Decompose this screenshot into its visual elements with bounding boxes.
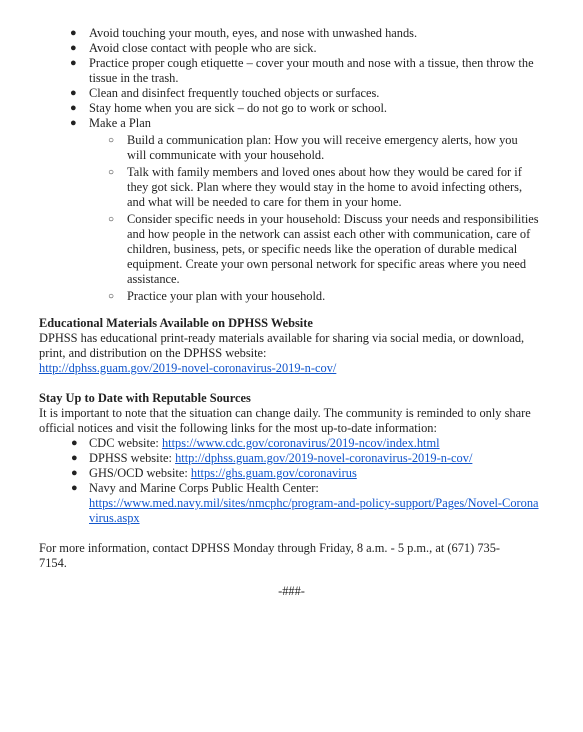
list-item-text: Clean and disinfect frequently touched objects or surfaces.: [89, 86, 380, 100]
list-item: [0, 466, 583, 481]
bullet-icon: ●: [71, 437, 78, 449]
circle-bullet-icon: ○: [108, 135, 115, 146]
bullet-icon: ●: [70, 42, 77, 54]
source-label: Navy and Marine Corps Public Health Center:: [89, 481, 319, 495]
sub-list-item-text: Build a communication plan: How you will receive emergency alerts, how you will communicate with your household.: [127, 133, 518, 162]
sub-list-item-text: Consider specific needs in your household: Discuss your needs and responsibilities and how people in the network can assist each other with communication, care of children, business, pets, or specific needs like the operation of durable medical equipment. Create your own personal network for specific areas where you need assistance.: [127, 212, 539, 286]
sources-list: [0, 436, 583, 526]
circle-bullet-icon: ○: [108, 167, 115, 178]
list-item-text: Avoid close contact with people who are sick.: [89, 41, 317, 55]
sub-list-item: [0, 212, 583, 287]
bullet-icon: ●: [70, 87, 77, 99]
list-item: [0, 436, 583, 451]
source-label: GHS/OCD website:: [89, 466, 191, 480]
sources-section: [39, 391, 549, 436]
list-item-text: Practice proper cough etiquette – cover your mouth and nose with a tissue, then throw the tissue in the trash.: [89, 56, 534, 85]
bullet-icon: ●: [70, 117, 77, 129]
list-item: [0, 56, 583, 86]
bullet-icon: ●: [71, 467, 78, 479]
edu-section: [39, 316, 544, 376]
list-item-text: Make a Plan: [89, 116, 151, 130]
bullet-icon: ●: [71, 482, 78, 494]
sub-list-item: [0, 133, 583, 163]
edu-heading: Educational Materials Available on DPHSS Website: [39, 316, 313, 330]
ghs-link[interactable]: https://ghs.guam.gov/coronavirus: [190, 466, 357, 480]
bullet-icon: ●: [70, 27, 77, 39]
sources-heading: Stay Up to Date with Reputable Sources: [39, 391, 251, 405]
list-item: [0, 481, 583, 526]
circle-bullet-icon: ○: [108, 291, 115, 302]
sub-list-item: [0, 165, 583, 210]
list-item: [0, 116, 583, 131]
sub-list-item-text: Talk with family members and loved ones about how they would be cared for if they got sick. Plan where they would stay in the home to avoid infecting others, and what will be needed to care for them in your home.: [127, 165, 523, 209]
source-label: CDC website:: [89, 436, 162, 450]
dphss-link[interactable]: http://dphss.guam.gov/2019-novel-coronavirus-2019-n-cov/: [175, 451, 473, 465]
list-item: [0, 86, 583, 101]
cdc-link[interactable]: https://www.cdc.gov/coronavirus/2019-ncov/index.html: [161, 436, 440, 450]
list-item: [0, 101, 583, 116]
bullet-icon: ●: [70, 102, 77, 114]
edu-link[interactable]: http://dphss.guam.gov/2019-novel-coronavirus-2019-n-cov/: [39, 361, 337, 375]
sub-list-item-text: Practice your plan with your household.: [127, 289, 326, 303]
sources-body: It is important to note that the situation can change daily. The community is reminded to only share official notices and visit the following links for the most up-to-date information:: [39, 406, 531, 435]
prevention-list: [0, 26, 583, 131]
plan-sublist: [0, 133, 583, 304]
list-item-text: Avoid touching your mouth, eyes, and nose with unwashed hands.: [89, 26, 418, 40]
circle-bullet-icon: ○: [108, 214, 115, 225]
sub-list-item: [0, 289, 583, 304]
navy-link[interactable]: https://www.med.navy.mil/sites/nmcphc/program-and-policy-support/Pages/Novel-Coronavirus.aspx: [89, 496, 539, 525]
list-item: [0, 451, 583, 466]
end-mark: -###-: [278, 584, 305, 598]
source-label: DPHSS website:: [89, 451, 176, 465]
bullet-icon: ●: [70, 57, 77, 69]
contact-paragraph: For more information, contact DPHSS Monday through Friday, 8 a.m. - 5 p.m., at (671) 735-7154.: [39, 541, 501, 570]
bullet-icon: ●: [71, 452, 78, 464]
edu-body: DPHSS has educational print-ready materials available for sharing via social media, or download, print, and distribution on the DPHSS website:: [39, 331, 525, 360]
list-item-text: Stay home when you are sick – do not go to work or school.: [89, 101, 388, 115]
list-item: [0, 41, 583, 56]
list-item: [0, 26, 583, 41]
